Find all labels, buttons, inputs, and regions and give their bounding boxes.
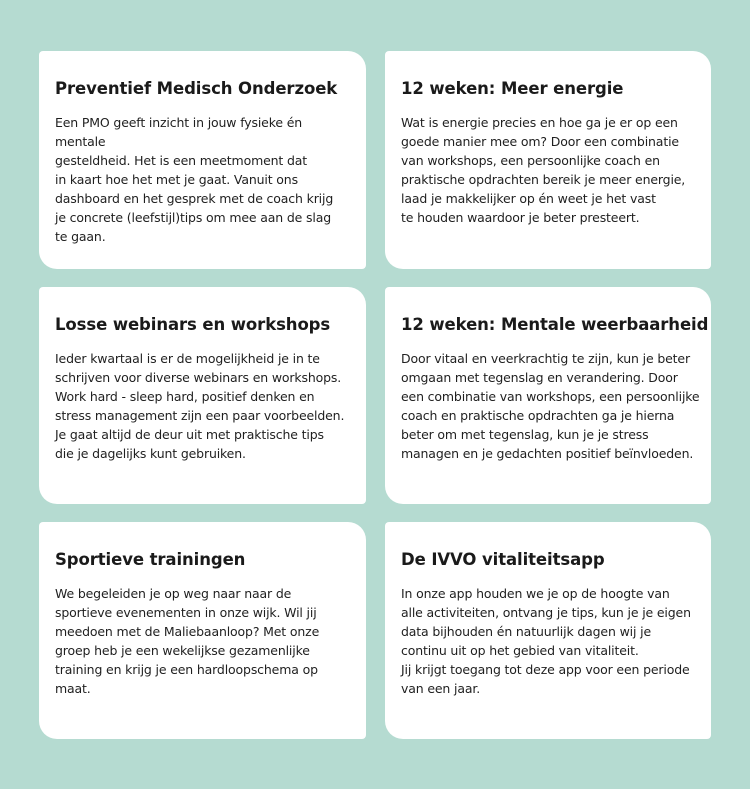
card-preventief-medisch-onderzoek: [39, 51, 366, 269]
card-webinars-workshops: [39, 287, 366, 504]
card-title: 12 weken: Mentale weerbaarheid: [401, 315, 709, 334]
card-title: Sportieve trainingen: [55, 550, 246, 569]
card-description: We begeleiden je op weg naar naar de sportieve evenementen in onze wijk. Wil jij meedoen met de Maliebaanloop? Met onze groep heb je een wekelijkse gezamenlijke training en krijg je een hardloopschema op maat.: [55, 586, 320, 696]
card-description: Een PMO geeft inzicht in jouw fysieke én mentale gesteldheid. Het is een meetmoment dat in kaart hoe het met je gaat. Vanuit ons dashboard en het gesprek met de coach krijg je concrete (leefstijl)tips om mee aan de slag te gaan.: [55, 115, 334, 244]
card-description: Wat is energie precies en hoe ga je er op een goede manier mee om? Door een combinatie van workshops, een persoonlijke coach en praktische opdrachten bereik je meer energie, laad je makkelijker op én weet je het vast te houden waardoor je beter presteert.: [401, 115, 686, 225]
card-description: Door vitaal en veerkrachtig te zijn, kun je beter omgaan met tegenslag en verandering. Door een combinatie van workshops, een persoonlijke coach en praktische opdrachten ga je hierna beter om met tegenslag, kun je je stress managen en je gedachten positief beïnvloeden.: [401, 351, 700, 461]
card-title: De IVVO vitaliteitsapp: [401, 550, 605, 569]
card-description: Ieder kwartaal is er de mogelijkheid je in te schrijven voor diverse webinars en workshops. Work hard - sleep hard, positief denken en stress management zijn een paar voorbeelden. Je gaat altijd de deur uit met praktische tips die je dagelijks kunt gebruiken.: [55, 351, 345, 461]
services-grid: [39, 51, 711, 739]
card-meer-energie: [385, 51, 711, 269]
card-mentale-weerbaarheid: [385, 287, 711, 504]
card-sportieve-trainingen: [39, 522, 366, 739]
card-vitaliteitsapp: [385, 522, 711, 739]
card-description: In onze app houden we je op de hoogte van alle activiteiten, ontvang je tips, kun je je eigen data bijhouden én natuurlijk dagen wij je continu uit op het gebied van vitaliteit. Jij krijgt toegang tot deze app voor een periode van een jaar.: [401, 586, 691, 696]
card-title: 12 weken: Meer energie: [401, 79, 624, 98]
card-title: Preventief Medisch Onderzoek: [55, 79, 338, 98]
card-title: Losse webinars en workshops: [55, 315, 331, 334]
